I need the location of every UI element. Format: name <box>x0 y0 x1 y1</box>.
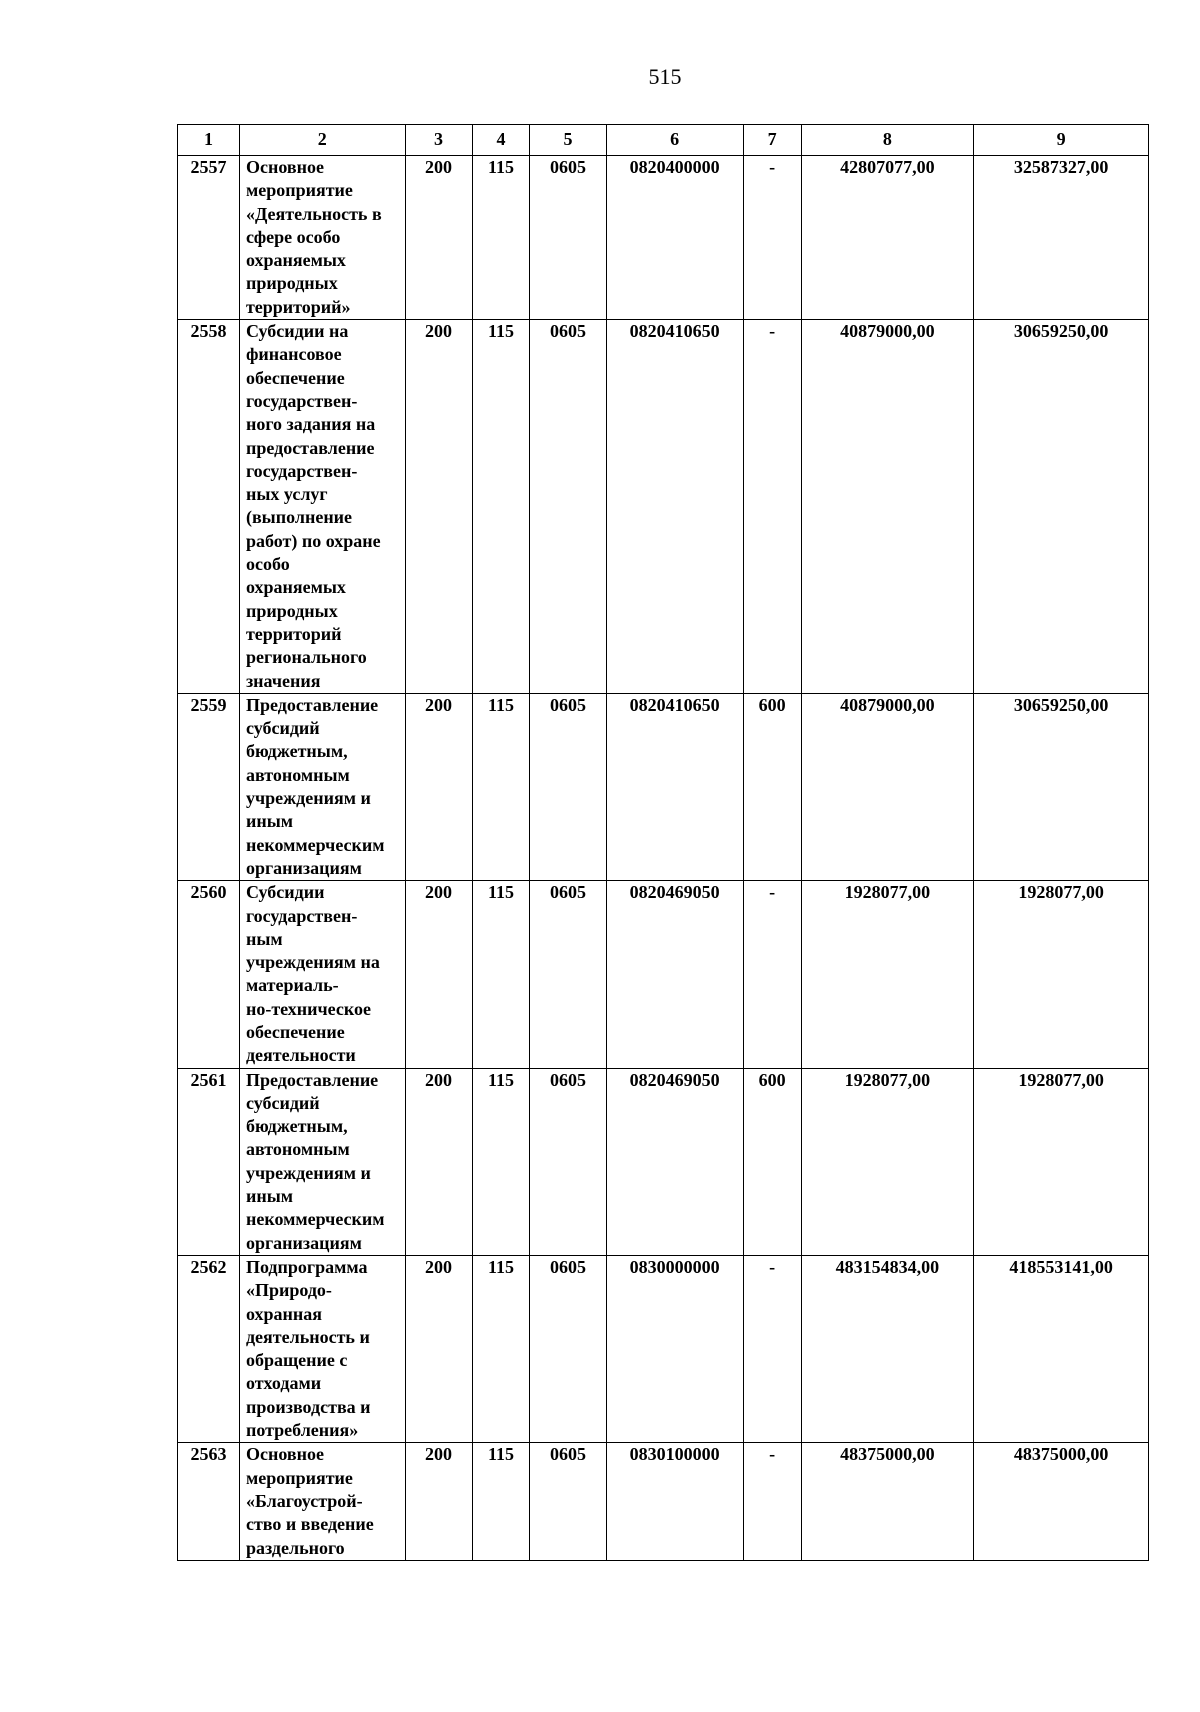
header-col-5: 5 <box>530 125 606 156</box>
item-name-line: учреждениям и <box>245 788 371 809</box>
amount-2-cell: 418553141,00 <box>974 1255 1149 1442</box>
item-name-line: сфере особо <box>245 226 341 247</box>
row-number-cell: 2563 <box>178 1443 240 1560</box>
ministry-code-cell: 200 <box>405 881 472 1068</box>
expense-type-cell: - <box>743 320 801 694</box>
page-number: 515 <box>648 64 682 89</box>
item-name-line: некоммерческим <box>245 834 385 855</box>
table-row <box>178 881 1149 1068</box>
item-name-line: государствен- <box>245 905 358 926</box>
table-row <box>178 1255 1149 1442</box>
subsection-code-cell: 0605 <box>530 156 606 320</box>
item-name-line: потребления» <box>245 1420 359 1441</box>
item-name-line: территорий <box>245 623 342 644</box>
section-code-cell: 115 <box>472 1255 530 1442</box>
amount-2-cell: 48375000,00 <box>974 1443 1149 1560</box>
item-name-line: государствен- <box>245 460 358 481</box>
item-name-line: (выполнение <box>245 507 353 528</box>
item-name-line: но-техническое <box>245 998 372 1019</box>
target-article-cell: 0820469050 <box>606 1068 743 1255</box>
row-number-cell: 2559 <box>178 693 240 880</box>
expense-type-cell: - <box>743 156 801 320</box>
item-name-line: особо <box>245 554 290 575</box>
amount-2-cell: 1928077,00 <box>974 881 1149 1068</box>
item-name-line: государствен- <box>245 390 358 411</box>
item-name-line: иным <box>245 811 294 832</box>
subsection-code-cell: 0605 <box>530 881 606 1068</box>
amount-2-cell: 1928077,00 <box>974 1068 1149 1255</box>
item-name-line: ного задания на <box>245 414 376 435</box>
table-row <box>178 693 1149 880</box>
amount-1-cell: 40879000,00 <box>801 320 974 694</box>
ministry-code-cell: 200 <box>405 693 472 880</box>
header-col-3: 3 <box>405 125 472 156</box>
header-col-9: 9 <box>974 125 1149 156</box>
header-col-6: 6 <box>606 125 743 156</box>
target-article-cell: 0830000000 <box>606 1255 743 1442</box>
amount-1-cell: 42807077,00 <box>801 156 974 320</box>
item-name-line: «Деятельность в <box>245 203 382 224</box>
header-col-1: 1 <box>178 125 240 156</box>
item-name-line: мероприятие <box>245 180 353 201</box>
subsection-code-cell: 0605 <box>530 1068 606 1255</box>
item-name-line: учреждениям и <box>245 1162 371 1183</box>
table-row <box>178 1068 1149 1255</box>
item-name-line: бюджетным, <box>245 1116 348 1137</box>
item-name-line: раздельного <box>245 1537 345 1558</box>
item-name-line: Основное <box>245 157 324 177</box>
item-name-line: охранная <box>245 1303 322 1324</box>
subsection-code-cell: 0605 <box>530 320 606 694</box>
target-article-cell: 0830100000 <box>606 1443 743 1560</box>
expense-type-cell: - <box>743 881 801 1068</box>
item-name-line: обеспечение <box>245 1021 345 1042</box>
section-code-cell: 115 <box>472 1068 530 1255</box>
item-name-line: «Благоустрой- <box>245 1490 363 1511</box>
item-name-line: предоставление <box>245 437 375 458</box>
table-row <box>178 156 1149 320</box>
row-number-cell: 2561 <box>178 1068 240 1255</box>
target-article-cell: 0820410650 <box>606 693 743 880</box>
item-name-line: охраняемых <box>245 250 346 271</box>
amount-1-cell: 1928077,00 <box>801 881 974 1068</box>
item-name-line: ство и введение <box>245 1514 374 1535</box>
row-number-cell: 2557 <box>178 156 240 320</box>
item-name-line: материаль- <box>245 975 339 996</box>
header-col-2: 2 <box>239 125 405 156</box>
item-name-line: значения <box>245 670 321 691</box>
expense-type-cell: 600 <box>743 693 801 880</box>
amount-2-cell: 30659250,00 <box>974 693 1149 880</box>
item-name-cell <box>239 1068 405 1255</box>
item-name-line: субсидий <box>245 1092 320 1113</box>
item-name-line: производства и <box>245 1396 371 1417</box>
subsection-code-cell: 0605 <box>530 1255 606 1442</box>
item-name-cell <box>239 156 405 320</box>
ministry-code-cell: 200 <box>405 1443 472 1560</box>
subsection-code-cell: 0605 <box>530 693 606 880</box>
ministry-code-cell: 200 <box>405 1255 472 1442</box>
item-name-cell <box>239 1255 405 1442</box>
item-name-line: Предоставление <box>245 1069 379 1090</box>
amount-1-cell: 1928077,00 <box>801 1068 974 1255</box>
section-code-cell: 115 <box>472 320 530 694</box>
item-name-line: организациям <box>245 1232 362 1253</box>
row-number-cell: 2562 <box>178 1255 240 1442</box>
item-name-line: Основное <box>245 1444 324 1465</box>
section-code-cell: 115 <box>472 881 530 1068</box>
header-col-4: 4 <box>472 125 530 156</box>
section-code-cell: 115 <box>472 1443 530 1560</box>
item-name-line: мероприятие <box>245 1467 353 1488</box>
row-number-cell: 2560 <box>178 881 240 1068</box>
target-article-cell: 0820469050 <box>606 881 743 1068</box>
amount-2-cell: 30659250,00 <box>974 320 1149 694</box>
section-code-cell: 115 <box>472 693 530 880</box>
item-name-cell <box>239 693 405 880</box>
budget-table <box>177 124 1149 1561</box>
target-article-cell: 0820400000 <box>606 156 743 320</box>
expense-type-cell: - <box>743 1255 801 1442</box>
ministry-code-cell: 200 <box>405 1068 472 1255</box>
item-name-line: ным <box>245 928 283 949</box>
table-body <box>178 156 1149 1561</box>
item-name-line: деятельности <box>245 1045 356 1066</box>
item-name-line: автономным <box>245 1139 350 1160</box>
item-name-line: субсидий <box>245 718 320 739</box>
item-name-line: обращение с <box>245 1350 348 1371</box>
item-name-line: некоммерческим <box>245 1209 385 1230</box>
item-name-line: обеспечение <box>245 367 345 388</box>
section-code-cell: 115 <box>472 156 530 320</box>
item-name-cell <box>239 320 405 694</box>
item-name-line: организациям <box>245 857 362 878</box>
item-name-line: отходами <box>245 1373 322 1394</box>
item-name-line: Подпрограмма <box>245 1256 368 1277</box>
header-row <box>178 125 1149 156</box>
item-name-line: Субсидии <box>245 882 325 903</box>
item-name-line: деятельность и <box>245 1326 370 1347</box>
expense-type-cell: 600 <box>743 1068 801 1255</box>
item-name-line: бюджетным, <box>245 741 348 762</box>
table-row <box>178 1443 1149 1560</box>
item-name-line: Предоставление <box>245 694 379 715</box>
amount-1-cell: 48375000,00 <box>801 1443 974 1560</box>
header-col-8: 8 <box>801 125 974 156</box>
header-col-7: 7 <box>743 125 801 156</box>
ministry-code-cell: 200 <box>405 320 472 694</box>
item-name-line: регионального <box>245 647 367 668</box>
item-name-line: работ) по охране <box>245 530 381 551</box>
amount-1-cell: 483154834,00 <box>801 1255 974 1442</box>
row-number-cell: 2558 <box>178 320 240 694</box>
item-name-line: Субсидии на <box>245 321 349 342</box>
item-name-line: территорий» <box>245 296 351 317</box>
table-row <box>178 320 1149 694</box>
item-name-line: охраняемых <box>245 577 346 598</box>
expense-type-cell: - <box>743 1443 801 1560</box>
ministry-code-cell: 200 <box>405 156 472 320</box>
item-name-cell <box>239 1443 405 1560</box>
subsection-code-cell: 0605 <box>530 1443 606 1560</box>
target-article-cell: 0820410650 <box>606 320 743 694</box>
item-name-line: иным <box>245 1186 294 1207</box>
item-name-line: «Природо- <box>245 1280 332 1301</box>
item-name-line: природных <box>245 273 338 294</box>
amount-2-cell: 32587327,00 <box>974 156 1149 320</box>
item-name-line: ных услуг <box>245 484 328 505</box>
amount-1-cell: 40879000,00 <box>801 693 974 880</box>
item-name-line: природных <box>245 600 338 621</box>
item-name-line: учреждениям на <box>245 952 380 973</box>
item-name-line: финансовое <box>245 344 342 365</box>
item-name-line: автономным <box>245 764 350 785</box>
item-name-cell <box>239 881 405 1068</box>
